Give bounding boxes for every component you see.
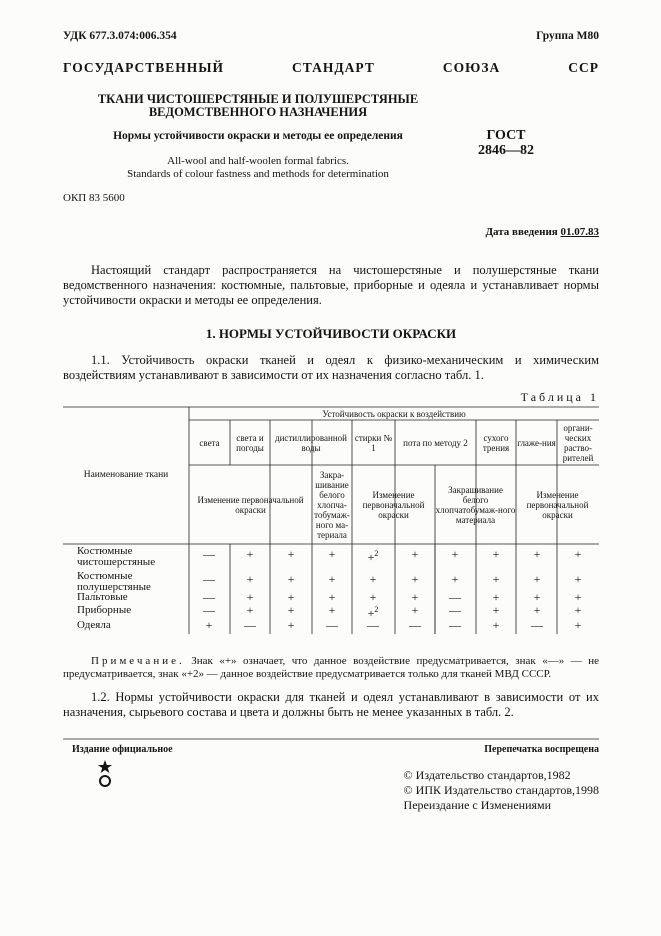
sub-stain-white-cotton-1: Закра-шивание белого хлопча-тобумаж-ного ма-териала bbox=[314, 469, 350, 540]
col-sweat-method2: пота по методу 2 bbox=[403, 437, 468, 448]
table-cell: + bbox=[287, 547, 295, 561]
table-cell: + bbox=[411, 547, 419, 561]
table-cell: + bbox=[287, 618, 295, 632]
table-cell: + bbox=[411, 572, 419, 586]
table-row-name: Пальтовые bbox=[77, 591, 128, 603]
table-row-name: Костюмные полушерстяные bbox=[77, 570, 151, 593]
table-group-header: Устойчивость окраски к воздействию bbox=[322, 408, 466, 419]
paragraph-1-2: 1.2. Нормы устойчивости окраски для тканей и одеял устанавливают в зависимости от их назначения, сырьевого состава и цвета и должны быть не менее указанных в табл. 2. bbox=[63, 690, 599, 719]
table-cell: + bbox=[574, 590, 582, 604]
table-cell: — bbox=[449, 603, 461, 617]
english-title-line-2: Standards of colour fastness and methods for determination bbox=[127, 168, 389, 180]
table-cell: + bbox=[246, 603, 254, 617]
reprint-prohibited-label: Перепечатка воспрещена bbox=[484, 744, 599, 755]
table-cell: — bbox=[449, 590, 461, 604]
okp-code: ОКП 83 5600 bbox=[63, 192, 125, 204]
table-cell: — bbox=[367, 618, 379, 632]
effective-date-label: Дата введения bbox=[485, 226, 558, 238]
table-cell: + bbox=[369, 572, 377, 586]
table-cell: + bbox=[328, 547, 336, 561]
table-cell: + bbox=[492, 603, 500, 617]
document-subtitle: Нормы устойчивости окраски и методы ее определения bbox=[113, 130, 403, 142]
col-distilled-water: дистиллированной воды bbox=[274, 432, 347, 453]
official-edition-label: Издание официальное bbox=[72, 744, 173, 755]
table-cell: + bbox=[451, 547, 459, 561]
table-cell: + bbox=[451, 572, 459, 586]
table-cell: + bbox=[574, 618, 582, 632]
table-cell: + bbox=[533, 572, 541, 586]
effective-date-value: 01.07.83 bbox=[560, 226, 599, 238]
table-cell-value: +$^2$ bbox=[367, 605, 379, 620]
table-cell: + bbox=[492, 572, 500, 586]
table-cell: — bbox=[244, 618, 256, 632]
table-cell: + bbox=[287, 603, 295, 617]
table-cell: + bbox=[328, 572, 336, 586]
section-1-heading: 1. НОРМЫ УСТОЙЧИВОСТИ ОКРАСКИ bbox=[205, 326, 457, 341]
table-row-name: Костюмные чистошерстяные bbox=[77, 545, 156, 568]
table-row-name: Приборные bbox=[77, 604, 132, 616]
col-wash-no1: стирки № 1 bbox=[354, 432, 393, 453]
table-cell: + bbox=[492, 547, 500, 561]
table-cell: — bbox=[449, 618, 461, 632]
copyright-block bbox=[404, 768, 599, 813]
udk-code: УДК 677.3.074:006.354 bbox=[63, 30, 177, 42]
sub-change-original-1: Изменение первоначальной окраски bbox=[197, 494, 304, 515]
table-cell: + bbox=[533, 590, 541, 604]
table-cell: + bbox=[411, 603, 419, 617]
sub-change-original-3: Изменение первоначальной окраски bbox=[526, 489, 589, 520]
table-cell: + bbox=[246, 590, 254, 604]
reissue-line: Переиздание с Изменениями bbox=[403, 798, 552, 812]
table-note-text: Знак «+» означает, что данное воздействие предусматривается, знак «—» — не предусматривается, знак «+2» — данное воздействие предусматривается только для тканей МВД СССР. bbox=[63, 655, 599, 680]
table-cell: + bbox=[492, 590, 500, 604]
sub-change-original-2: Изменение первоначальной окраски bbox=[362, 489, 425, 520]
gost-label: ГОСТ bbox=[486, 128, 526, 143]
title-line-1: ТКАНИ ЧИСТОШЕРСТЯНЫЕ И ПОЛУШЕРСТЯНЫЕ bbox=[97, 92, 419, 106]
table-cell: + bbox=[574, 603, 582, 617]
title-line-2: ВЕДОМСТВЕННОГО НАЗНАЧЕНИЯ bbox=[148, 105, 368, 119]
table-cell: + bbox=[369, 590, 377, 604]
copyright-line-2: © ИПК Издательство стандартов,1998 bbox=[403, 783, 599, 797]
table-cell: + bbox=[574, 547, 582, 561]
table-cell: + bbox=[246, 547, 254, 561]
table-cell: — bbox=[326, 618, 338, 632]
table-cell: — bbox=[203, 603, 215, 617]
table-cell: — bbox=[203, 590, 215, 604]
star-emblem-icon bbox=[95, 759, 115, 789]
table-cell: + bbox=[205, 618, 213, 632]
table-cell: + bbox=[328, 590, 336, 604]
table-cell-value: +$^2$ bbox=[367, 549, 379, 564]
col-light-weather: света и погоды bbox=[236, 432, 264, 453]
table-cell: + bbox=[533, 547, 541, 561]
table-cell: — bbox=[203, 572, 215, 586]
table-cell: — bbox=[203, 547, 215, 561]
table-cell: + bbox=[246, 572, 254, 586]
state-standard-banner: ГОСУДАРСТВЕННЫЙ СТАНДАРТ СОЮЗА ССР bbox=[63, 60, 599, 75]
col-dry-rub: сухого трения bbox=[482, 432, 510, 453]
paragraph-1-1: 1.1. Устойчивость окраски тканей и одеял к физико-механическим и химическим воздействиям устанавливают в зависимости от их назначения согласно табл. 1. bbox=[63, 353, 599, 382]
group-code: Группа М80 bbox=[536, 30, 599, 42]
table-name-header: Наименование ткани bbox=[83, 470, 169, 480]
col-light: света bbox=[199, 437, 220, 448]
copyright-line-1: © Издательство стандартов,1982 bbox=[403, 768, 571, 782]
english-title-line-1: All-wool and half-woolen formal fabrics. bbox=[167, 155, 349, 167]
table-cell: + bbox=[492, 618, 500, 632]
table-note-label: Примечание. bbox=[91, 655, 185, 667]
gost-number: 2846—82 bbox=[478, 143, 534, 158]
table-cell: + bbox=[533, 603, 541, 617]
table-row-name: Одеяла bbox=[77, 619, 111, 631]
col-organic-solvents: органи-ческих раство-рителей bbox=[562, 422, 594, 463]
table-cell: + bbox=[574, 572, 582, 586]
superscript-marker: 2 bbox=[374, 549, 379, 558]
sub-stain-white-cotton-2: Закрашивание белого хлопчатобумаж-ного материала bbox=[435, 484, 516, 525]
table-cell: + bbox=[287, 572, 295, 586]
table-cell: + bbox=[287, 590, 295, 604]
intro-paragraph: Настоящий стандарт распространяется на чистошерстяные и полушерстяные ткани ведомственного назначения: костюмные, пальтовые, приборные и одеяла и устанавливает нормы устойчивости окраски и методы ее определения. bbox=[63, 263, 599, 307]
superscript-marker: 2 bbox=[374, 605, 379, 614]
table-cell: + bbox=[328, 603, 336, 617]
table-cell: — bbox=[531, 618, 543, 632]
table-cell: — bbox=[409, 618, 421, 632]
table-1-caption: Таблица 1 bbox=[520, 390, 599, 404]
table-cell: + bbox=[411, 590, 419, 604]
col-ironing: глаже-ния bbox=[517, 437, 556, 448]
